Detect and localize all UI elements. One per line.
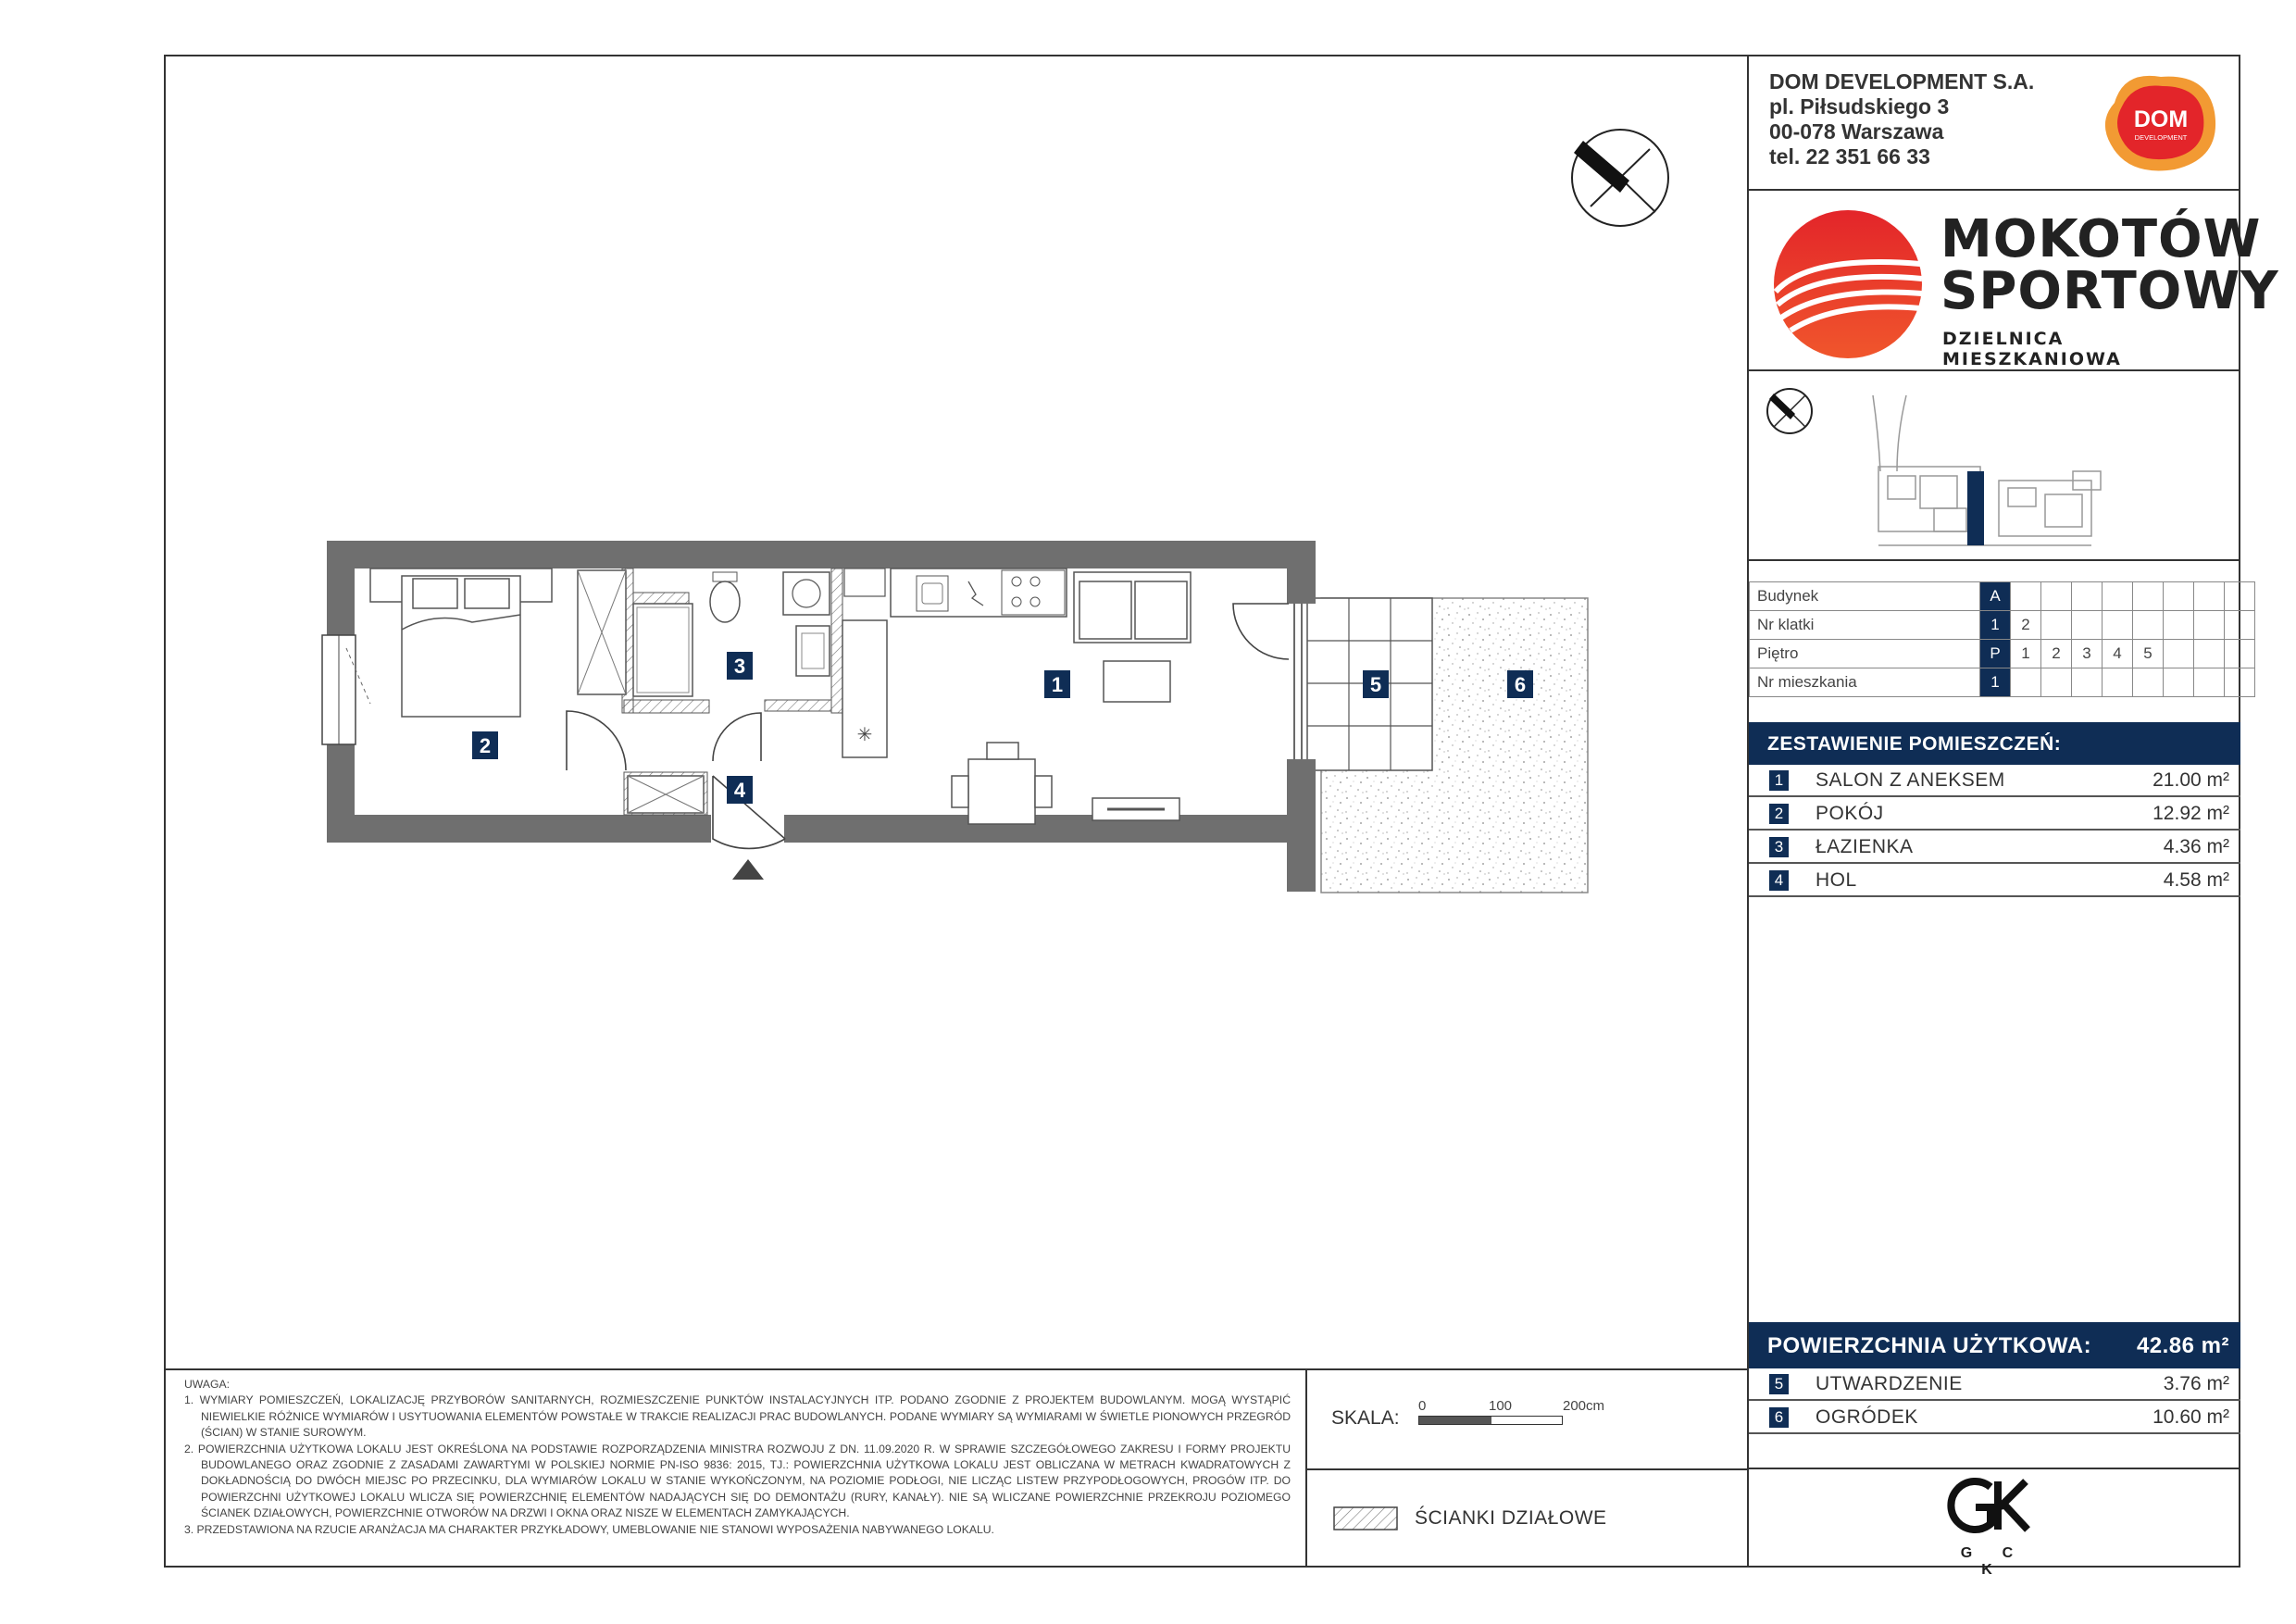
room-area: 10.60 m² xyxy=(2152,1406,2229,1428)
room-name: HOL xyxy=(1816,869,1857,891)
location-cell xyxy=(2194,611,2225,640)
room-number: 4 xyxy=(1769,870,1789,891)
washing-machine xyxy=(783,572,830,615)
divider xyxy=(1307,1468,1749,1470)
location-cell: A xyxy=(1980,582,2011,611)
location-row-label: Piętro xyxy=(1750,640,1980,668)
legend-walls-label: ŚCIANKI DZIAŁOWE xyxy=(1415,1507,1607,1529)
room-marker-6-text: 6 xyxy=(1514,673,1527,696)
bed xyxy=(370,568,552,717)
location-cell xyxy=(2133,668,2164,697)
toilet xyxy=(710,581,740,622)
room-number: 6 xyxy=(1769,1407,1789,1428)
company-city: 00-078 Warszawa xyxy=(1769,119,1944,144)
room-name: OGRÓDEK xyxy=(1816,1406,1918,1428)
north-arrow-icon xyxy=(1572,130,1668,226)
location-cell xyxy=(2103,582,2133,611)
shower xyxy=(633,604,693,696)
room-row xyxy=(1749,765,2240,797)
room-name: POKÓJ xyxy=(1816,803,1884,824)
location-cell xyxy=(2225,611,2255,640)
room-number: 3 xyxy=(1769,837,1789,857)
location-cell xyxy=(2072,582,2103,611)
rooms-header: ZESTAWIENIE POMIESZCZEŃ: xyxy=(1749,722,2240,765)
svg-text:✳: ✳ xyxy=(856,723,873,745)
room-row xyxy=(1749,798,2240,831)
location-cell: 1 xyxy=(1980,611,2011,640)
room-area: 12.92 m² xyxy=(2152,803,2229,824)
room-row xyxy=(1749,865,2240,897)
gck-logo xyxy=(1942,1474,2044,1578)
room-name: SALON Z ANEKSEM xyxy=(1816,769,2005,791)
company-street: pl. Piłsudskiego 3 xyxy=(1769,94,1950,119)
location-cell xyxy=(2164,640,2194,668)
location-cell: 1 xyxy=(2011,640,2041,668)
location-cell: 2 xyxy=(2011,611,2041,640)
project-title xyxy=(1940,209,2279,321)
location-row xyxy=(1750,611,2255,640)
dining-table xyxy=(952,743,1052,824)
location-row xyxy=(1750,582,2255,611)
key-plan xyxy=(1749,379,2240,555)
location-cell xyxy=(2103,611,2133,640)
mokotow-logo-icon xyxy=(1772,208,1925,361)
note-3: 3. PRZEDSTAWIONA NA RZUCIE ARANŻACJA MA CHARAKTER PRZYKŁADOWY, UMEBLOWANIE NIE STANOWI WYPOSAŻENIA NABYWANEGO LOKALU. xyxy=(184,1522,994,1536)
room-marker-2-text: 2 xyxy=(479,734,492,757)
location-cell xyxy=(2194,668,2225,697)
room-area: 3.76 m² xyxy=(2163,1373,2229,1394)
location-cell xyxy=(2194,582,2225,611)
location-cell xyxy=(2072,611,2103,640)
project-subtitle: DZIELNICA MIESZKANIOWA xyxy=(1942,329,2122,369)
project-title-line2: SPORTOWY xyxy=(1940,261,2279,321)
location-table xyxy=(1749,581,2255,697)
location-cell: P xyxy=(1980,640,2011,668)
coffee-table xyxy=(1104,661,1170,702)
location-cell xyxy=(2041,668,2072,697)
location-cell xyxy=(2225,582,2255,611)
scale-tick-200: 200cm xyxy=(1563,1398,1605,1414)
total-area-value: 42.86 m² xyxy=(2136,1333,2229,1358)
room-row xyxy=(1749,831,2240,864)
room-row xyxy=(1749,1402,2240,1434)
dom-logo-text: DOM xyxy=(2133,106,2189,132)
location-cell xyxy=(2011,582,2041,611)
location-cell: 4 xyxy=(2103,640,2133,668)
scale-legend-box xyxy=(1305,1368,1749,1568)
room-area: 21.00 m² xyxy=(2152,769,2229,791)
location-cell xyxy=(2041,582,2072,611)
location-cell xyxy=(2225,668,2255,697)
dom-development-logo xyxy=(2096,66,2222,177)
room-area: 4.58 m² xyxy=(2163,869,2229,891)
room-marker-3-text: 3 xyxy=(733,655,746,678)
gck-logo-icon xyxy=(1942,1474,2044,1539)
location-cell xyxy=(2164,582,2194,611)
company-address xyxy=(1769,69,2034,169)
company-phone: tel. 22 351 66 33 xyxy=(1769,144,1930,169)
room-name: ŁAZIENKA xyxy=(1816,836,1914,857)
scale-tick-0: 0 xyxy=(1418,1398,1427,1414)
location-cell: 3 xyxy=(2072,640,2103,668)
location-row xyxy=(1750,640,2255,668)
location-cell: 5 xyxy=(2133,640,2164,668)
scale-label: SKALA: xyxy=(1331,1407,1400,1429)
gck-letters: G C K xyxy=(1960,1545,2027,1578)
location-cell xyxy=(2133,611,2164,640)
entrance-arrow-icon xyxy=(732,859,764,880)
location-row-label: Nr mieszkania xyxy=(1750,668,1980,697)
location-cell xyxy=(2011,668,2041,697)
notes-title: UWAGA: xyxy=(184,1378,230,1391)
scale-bar xyxy=(1418,1416,1563,1425)
location-cell xyxy=(2041,611,2072,640)
note-1: 1. WYMIARY POMIESZCZEŃ, LOKALIZACJĘ PRZYBORÓW SANITARNYCH, ROZMIESZCZENIE PUNKTÓW INSTALACYJNYCH ITP. PODANO ZGODNIE Z PROJEKTEM BUDOWLANYM. MOGĄ WYSTĄPIĆ NIEWIELKIE RÓŻNICE WYMIARÓW I USYTUOWANIA ELEMENTÓW POWSTAŁE W TRAKCIE REALIZACJI PRAC BUDOWLANYCH. PODANE WYMIARY SĄ WYMIARAMI W ŚWIETLE PIONOWYCH PRZEGRÓD (ŚCIAN) W STANIE SUROWYM. xyxy=(184,1393,1291,1440)
project-title-line1: MOKOTÓW xyxy=(1940,209,2262,269)
location-row-label: Budynek xyxy=(1750,582,1980,611)
note-2: 2. POWIERZCHNIA UŻYTKOWA LOKALU JEST OKREŚLONA NA PODSTAWIE ROZPORZĄDZENIA MINISTRA ROZWOJU Z DN. 11.09.2020 R. W SPRAWIE SZCZEGÓŁOWEGO ZAKRESU I FORMY PROJEKTU BUDOWLANEGO ORAZ ZGODNIE Z ZASADAMI ZAWARTYMI W POLSKIEJ NORMIE PN-ISO 9836: 2015, TJ.: POWIERZCHNIA UŻYTKOWA LOKALU JEST OBLICZANA W METRACH KWADRATOWYCH Z DOKŁADNOŚCIĄ DO DWÓCH MIEJSC PO PRZECINKU, DLA WYMIARÓW LOKALU W STANIE WYKOŃCZONYM, NA POZIOMIE PODŁOGI, NIE LICZĄC LISTEW PRZYPODŁOGOWYCH, PROGÓW ITP. DO POWIERZCHNI UŻYTKOWEJ LOKALU WLICZA SIĘ POWIERZCHNIĘ ELEMENTÓW NADAJĄCYCH SIĘ DO DEMONTAŻU (RURY, KANAŁY). NIE SĄ WLICZANE POWIERZCHNIE PRZEKROJU POZIOMEGO ŚCIANEK DZIAŁOWYCH, POWIERZCHNIE OTWORÓW NA DRZWI I OKNA ORAZ NISZE W ELEMENTACH ZAMYKAJĄCYCH. xyxy=(184,1442,1291,1520)
location-cell xyxy=(2225,640,2255,668)
location-cell xyxy=(2133,582,2164,611)
location-cell xyxy=(2164,668,2194,697)
total-area-label: POWIERZCHNIA UŻYTKOWA: xyxy=(1767,1333,2092,1358)
total-area-bar xyxy=(1749,1322,2240,1368)
location-cell xyxy=(2072,668,2103,697)
room-marker-4-text: 4 xyxy=(733,779,746,802)
sofa xyxy=(1074,572,1191,643)
location-cell xyxy=(2194,640,2225,668)
company-name: DOM DEVELOPMENT S.A. xyxy=(1769,69,2035,94)
key-plan-compass-icon xyxy=(1767,389,1812,433)
key-plan-unit-highlight xyxy=(1967,471,1984,545)
room-number: 2 xyxy=(1769,804,1789,824)
room-number: 5 xyxy=(1769,1374,1789,1394)
location-cell xyxy=(2103,668,2133,697)
scale-tick-100: 100 xyxy=(1489,1398,1513,1414)
toilet-tank xyxy=(713,572,737,581)
room-row xyxy=(1749,1368,2240,1401)
location-cell: 1 xyxy=(1980,668,2011,697)
room-marker-1-text: 1 xyxy=(1051,673,1064,696)
location-row xyxy=(1750,668,2255,697)
location-row-label: Nr klatki xyxy=(1750,611,1980,640)
notes xyxy=(184,1377,1291,1538)
room-marker-5-text: 5 xyxy=(1369,673,1382,696)
dom-logo-subtext: DEVELOPMENT xyxy=(2134,133,2188,142)
partition-wall-legend-icon xyxy=(1333,1506,1398,1530)
divider xyxy=(1749,1468,2240,1469)
room-number: 1 xyxy=(1769,770,1789,791)
room-name: UTWARDZENIE xyxy=(1816,1373,1963,1394)
location-cell xyxy=(2164,611,2194,640)
room-area: 4.36 m² xyxy=(2163,836,2229,857)
location-cell: 2 xyxy=(2041,640,2072,668)
